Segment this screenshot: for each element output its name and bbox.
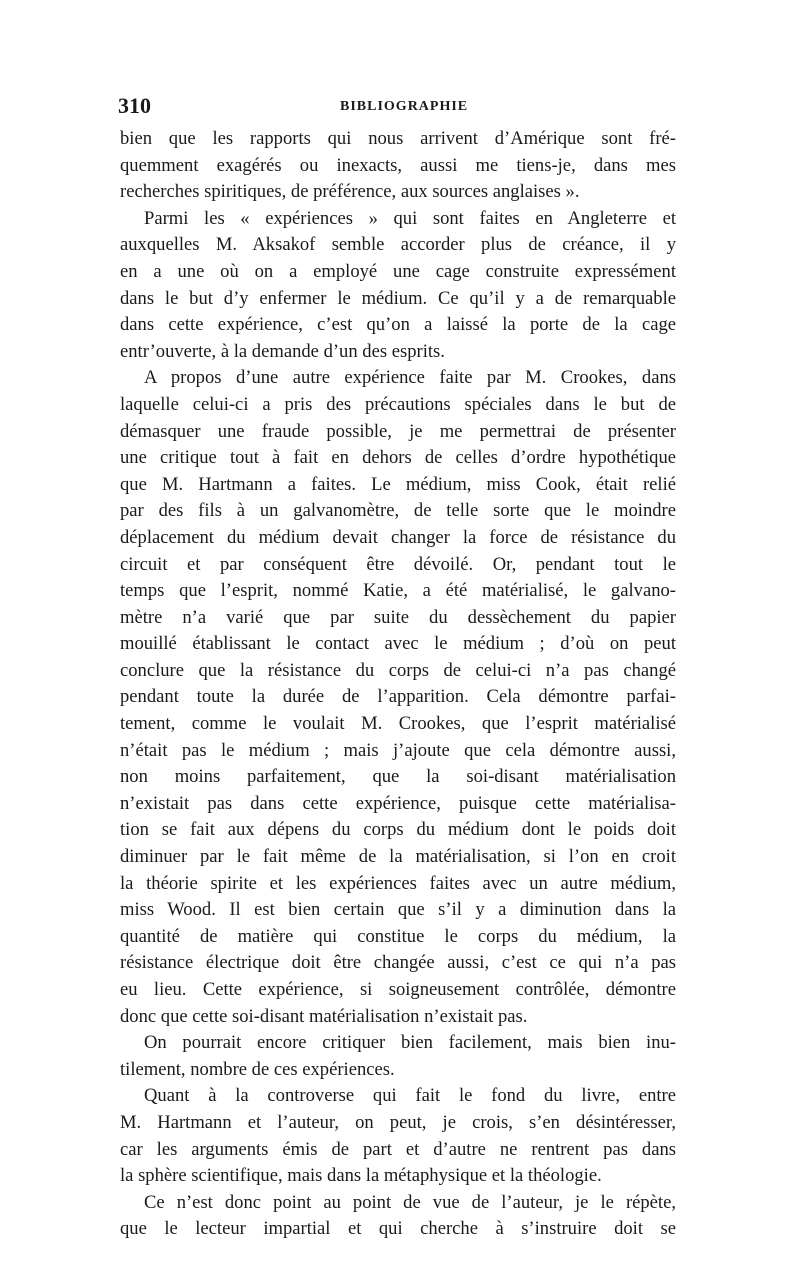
text-line: recherches spiritiques, de préférence, aux sources anglaises ». bbox=[120, 181, 580, 203]
text-line: pendant toute la durée de l’apparition. Cela démontre parfai- bbox=[120, 686, 676, 708]
text-line: quemment exagérés ou inexacts, aussi me tiens-je, dans mes bbox=[120, 154, 676, 176]
text-line: tilement, nombre de ces expériences. bbox=[120, 1058, 395, 1080]
text-line: Parmi les « expériences » qui sont faites en Angleterre et bbox=[144, 207, 676, 229]
body-text bbox=[120, 126, 676, 1243]
text-line: car les arguments émis de part et d’autre ne rentrent pas dans bbox=[120, 1138, 676, 1160]
text-line: non moins parfaitement, que la soi-disant matérialisation bbox=[120, 766, 676, 788]
text-line: une critique tout à fait en dehors de celles d’ordre hypothétique bbox=[120, 447, 676, 469]
text-line: mouillé établissant le contact avec le médium ; d’où on peut bbox=[120, 633, 676, 655]
text-line: tement, comme le voulait M. Crookes, que l’esprit matérialisé bbox=[120, 713, 676, 735]
text-line: démasquer une fraude possible, je me permettrai de présenter bbox=[120, 420, 676, 442]
page-number: 310 bbox=[118, 93, 151, 118]
text-line: n’existait pas dans cette expérience, puisque cette matérialisa- bbox=[120, 792, 676, 814]
running-head bbox=[118, 92, 678, 122]
text-line: par des fils à un galvanomètre, de telle sorte que le moindre bbox=[120, 500, 676, 522]
text-line: circuit et par conséquent être dévoilé. Or, pendant tout le bbox=[120, 553, 676, 575]
text-line: quantité de matière qui constitue le corps du médium, la bbox=[120, 925, 676, 947]
text-line: mètre n’a varié que par suite du dessèchement du papier bbox=[120, 606, 676, 628]
text-line: Quant à la controverse qui fait le fond du livre, entre bbox=[144, 1085, 676, 1107]
text-line: entr’ouverte, à la demande d’un des esprits. bbox=[120, 340, 445, 362]
text-line: en a une où on a employé une cage construite expressément bbox=[120, 260, 676, 282]
text-line: A propos d’une autre expérience faite par M. Crookes, dans bbox=[144, 367, 676, 389]
text-line: donc que cette soi-disant matérialisation n’existait pas. bbox=[120, 1005, 528, 1027]
text-line: temps que l’esprit, nommé Katie, a été matérialisé, le galvano- bbox=[120, 580, 676, 602]
text-line: déplacement du médium devait changer la force de résistance du bbox=[120, 526, 676, 548]
text-line: Ce n’est donc point au point de vue de l’auteur, je le répète, bbox=[144, 1191, 676, 1213]
text-line: tion se fait aux dépens du corps du médium dont le poids doit bbox=[120, 819, 676, 841]
text-line: la théorie spirite et les expériences faites avec un autre médium, bbox=[120, 872, 676, 894]
text-line: dans cette expérience, c’est qu’on a laissé la porte de la cage bbox=[120, 314, 676, 336]
text-line: diminuer par le fait même de la matérialisation, si l’on en croit bbox=[120, 846, 676, 868]
text-line: eu lieu. Cette expérience, si soigneusement contrôlée, démontre bbox=[120, 979, 676, 1000]
running-title: BIBLIOGRAPHIE bbox=[340, 99, 469, 114]
text-line: conclure que la résistance du corps de celui-ci n’a pas changé bbox=[120, 659, 676, 681]
text-line: On pourrait encore critiquer bien facilement, mais bien inu- bbox=[144, 1032, 676, 1054]
text-line: résistance électrique doit être changée aussi, c’est ce qui n’a pas bbox=[120, 952, 676, 974]
text-line: n’était pas le médium ; mais j’ajoute que cela démontre aussi, bbox=[120, 739, 676, 761]
text-line: que M. Hartmann a faites. Le médium, miss Cook, était relié bbox=[120, 473, 676, 495]
text-line: bien que les rapports qui nous arrivent d’Amérique sont fré- bbox=[120, 128, 676, 149]
text-line: la sphère scientifique, mais dans la métaphysique et la théologie. bbox=[120, 1165, 602, 1187]
text-line: miss Wood. Il est bien certain que s’il y a diminution dans la bbox=[120, 899, 676, 921]
text-line: que le lecteur impartial et qui cherche à s’instruire doit se bbox=[120, 1218, 676, 1240]
text-line: M. Hartmann et l’auteur, on peut, je crois, s’en désintéresser, bbox=[120, 1111, 676, 1133]
text-line: auxquelles M. Aksakof semble accorder plus de créance, il y bbox=[120, 234, 676, 256]
text-line: dans le but d’y enfermer le médium. Ce qu’il y a de remarquable bbox=[120, 287, 676, 309]
text-line: laquelle celui-ci a pris des précautions spéciales dans le but de bbox=[120, 393, 676, 415]
